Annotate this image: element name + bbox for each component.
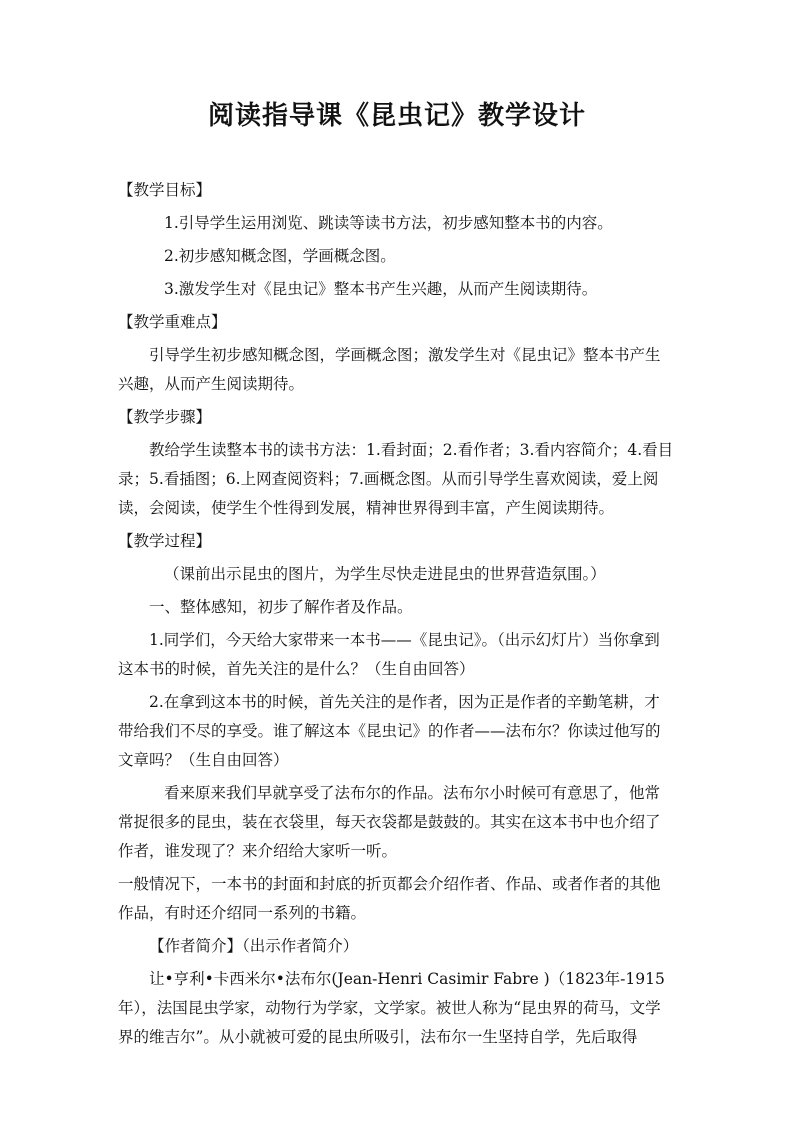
process-paragraph-4: 一般情况下，一本书的封面和封底的折页都会介绍作者、作品、或者作者的其他作品，有时还介绍同一系列的书籍。 [118, 875, 661, 922]
goal-item-2: 2.初步感知概念图，学画概念图。 [164, 247, 396, 265]
document-title: 阅读指导课《昆虫记》教学设计 [207, 101, 586, 131]
goal-item-1: 1.引导学生运用浏览、跳读等读书方法，初步感知整本书的内容。 [164, 214, 613, 232]
section-heading-steps: 【教学步骤】 [118, 408, 212, 426]
section-heading-key-points: 【教学重难点】 [118, 313, 227, 331]
key-points-paragraph: 引导学生初步感知概念图，学画概念图；激发学生对《昆虫记》整本书产生兴趣，从而产生阅读期待。 [118, 346, 661, 393]
process-item-1: 1.同学们，今天给大家带来一本书——《昆虫记》。（出示幻灯片）当你拿到这本书的时候，首先关注的是什么？（生自由回答） [118, 631, 660, 678]
author-intro-paragraph: 让•亨利•卡西米尔•法布尔(Jean-Henri Casimir Fabre )（1823年-1915年），法国昆虫学家，动物行为学家，文学家。被世人称为“昆虫界的荷马，文学界的维吉尔”。从小就被可爱的昆虫所吸引，法布尔一生坚持自学，先后取得 [118, 970, 665, 1046]
pre-class-note: （课前出示昆虫的图片，为学生尽快走进昆虫的世界营造氛围。） [164, 565, 606, 583]
process-item-2: 2.在拿到这本书的时候，首先关注的是作者，因为正是作者的辛勤笔耕，才带给我们不尽的享受。谁了解这本《昆虫记》的作者——法布尔？你读过他写的文章吗？（生自由回答） [118, 693, 661, 769]
section-heading-process: 【教学过程】 [118, 532, 212, 550]
section-heading-goals: 【教学目标】 [118, 181, 212, 199]
author-intro-heading: 【作者简介】（出示作者简介） [149, 937, 359, 955]
steps-paragraph: 教给学生读整本书的读书方法：1.看封面；2.看作者；3.看内容简介；4.看目录；5.看插图；6.上网查阅资料；7.画概念图。从而引导学生喜欢阅读，爱上阅读，会阅读，使学生个性得到发展，精神世界得到丰富，产生阅读期待。 [118, 441, 674, 517]
process-paragraph-3: 看来原来我们早就享受了法布尔的作品。法布尔小时候可有意思了，他常常捉很多的昆虫，装在衣袋里，每天衣袋都是鼓鼓的。其实在这本书中也介绍了作者，谁发现了？来介绍给大家听一听。 [118, 784, 661, 860]
document-body [118, 176, 674, 1056]
process-part-1-heading: 一、整体感知，初步了解作者及作品。 [149, 598, 413, 616]
goal-item-3: 3.激发学生对《昆虫记》整本书产生兴趣，从而产生阅读期待。 [164, 280, 598, 298]
